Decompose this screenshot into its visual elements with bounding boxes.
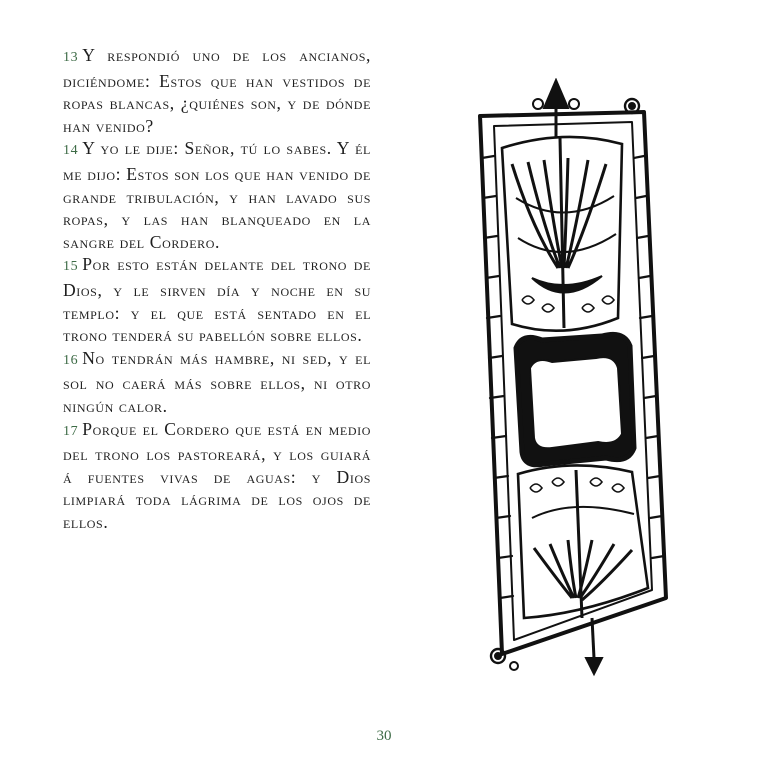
- verse-15: [63, 253, 371, 346]
- verse-column: [63, 44, 371, 533]
- verse-13: [63, 44, 371, 137]
- winged-panel-illustration: [472, 78, 682, 678]
- verse-number: 14: [63, 143, 79, 159]
- verse-text: Porque el Cordero que está en medio del trono los pastoreará, y los guiará á fuentes vivas de aguas: y Dios limpiará toda lágrima de los ojos de ellos.: [63, 418, 371, 532]
- lower-wing-fan: [518, 465, 648, 618]
- verse-number: 13: [63, 50, 79, 65]
- verse-number: 16: [63, 352, 79, 368]
- verse-number: 17: [63, 423, 79, 439]
- verse-17: [63, 418, 371, 534]
- verse-text: Y respondió uno de los ancianos, diciéndome: Estos que han vestidos de ropas blancas, ¿quiénes son, y de dónde han venido?: [63, 45, 371, 136]
- verse-14: [63, 137, 371, 253]
- central-window: [516, 334, 634, 464]
- verse-text: No tendrán más hambre, ni sed, y el sol no caerá más sobre ellos, ni otro ningún calor.: [63, 347, 371, 416]
- page-number: 30: [376, 728, 392, 744]
- upper-wing-fan: [502, 137, 622, 331]
- verse-text: Y yo le dije: Señor, tú lo sabes. Y él me dijo: Estos son los que han venido de grande tribulación, y han lavado sus ropas, y las han blanqueado en la sangre del Cordero.: [63, 138, 371, 252]
- top-arrow-ornament: [533, 80, 639, 138]
- verse-16: [63, 347, 371, 418]
- verse-text: Por esto están delante del trono de Dios, y le sirven día y noche en su templo: y el que está sentado en el trono tenderá su pabellón sobre ellos.: [63, 254, 371, 346]
- verse-number: 15: [63, 259, 79, 275]
